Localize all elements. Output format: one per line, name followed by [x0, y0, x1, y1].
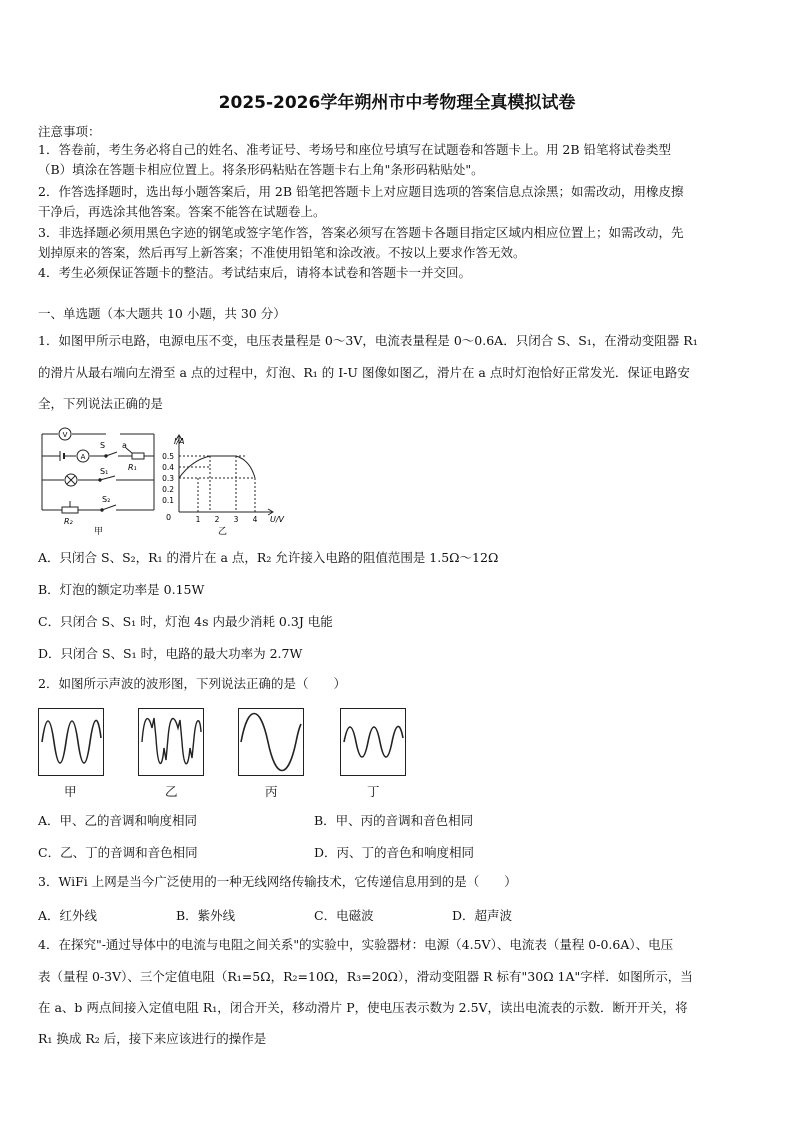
q1-stem-line: 的滑片从最右端向左滑至 a 点的过程中，灯泡、R₁ 的 I-U 图像如图乙，滑片在 a 点时灯泡恰好正常发光．保证电路安: [38, 365, 690, 380]
circuit-diagram: [36, 426, 156, 538]
y-tick: 0.5: [162, 452, 174, 461]
waveform-caption: 丙: [265, 784, 278, 799]
notice-heading: 注意事项：: [38, 124, 101, 139]
rheostat-r1-icon: [126, 448, 144, 459]
section-heading: 一、单选题（本大题共 10 小题，共 30 分）: [38, 306, 286, 321]
x-axis-label: U/V: [270, 515, 285, 524]
q4-stem-line: R₁ 换成 R₂ 后，接下来应该进行的操作是: [38, 1031, 267, 1046]
point-a-label: a: [122, 441, 127, 450]
waveform-caption: 甲: [64, 784, 77, 799]
q3-option-d: D．超声波: [452, 908, 513, 923]
q3-option-a: A．红外线: [38, 908, 98, 923]
y-axis-label: I/A: [174, 437, 185, 446]
voltmeter-icon: [59, 428, 71, 440]
bulb-curve: [179, 456, 255, 478]
switch-s-label: S: [100, 441, 106, 450]
q3-option-c: C．电磁波: [314, 908, 374, 923]
r1-label: R₁: [128, 463, 137, 472]
battery-icon: [60, 451, 64, 461]
waveform-ding: [340, 708, 406, 776]
q1-stem-line: 1．如图甲所示电路，电源电压不变，电压表量程是 0～3V，电流表量程是 0～0.6A．只闭合 S、S₁，在滑动变阻器 R₁: [38, 333, 698, 348]
notice-line: 干净后，再选涂其他答案。答案不能答在试题卷上。: [38, 204, 326, 219]
switch-s1-label: S₁: [100, 467, 109, 476]
lamp-icon: [65, 474, 77, 486]
waveform-jia: [38, 708, 104, 776]
y-tick: 0.4: [162, 463, 174, 472]
x-tick: 4: [252, 515, 258, 524]
q4-stem-line: 在 a、b 两点间接入定值电阻 R₁，闭合开关，移动滑片 P，使电压表示数为 2.5V，读出电流表的示数．断开开关，将: [38, 1000, 688, 1015]
notice-line: 3．非选择题必须用黑色字迹的钢笔或签字笔作答，答案必须写在答题卡各题目指定区域内相应位置上；如需改动，先: [38, 225, 684, 240]
rheostat-r2-icon: [62, 501, 78, 513]
q3-option-b: B．紫外线: [176, 908, 236, 923]
q1-option-a: A．只闭合 S、S₂，R₁ 的滑片在 a 点，R₂ 允许接入电路的阻值范围是 1.5Ω～12Ω: [38, 550, 499, 565]
q1-option-c: C．只闭合 S、S₁ 时，灯泡 4s 内最少消耗 0.3J 电能: [38, 614, 333, 629]
q2-option-a: A．甲、乙的音调和响度相同: [38, 813, 198, 828]
q2-option-b: B．甲、丙的音调和音色相同: [314, 813, 474, 828]
switch-s1-icon: [99, 476, 115, 481]
q2-option-c: C．乙、丁的音调和音色相同: [38, 845, 198, 860]
waveform-caption: 丁: [367, 784, 380, 799]
waveform-yi: [138, 708, 204, 776]
y-tick: 0.3: [162, 474, 174, 483]
graph-caption: 乙: [218, 527, 228, 537]
r2-label: R₂: [64, 517, 73, 526]
notice-line: 划掉原来的答案，然后再写上新答案；不准使用铅笔和涂改液。不按以上要求作答无效。: [38, 245, 526, 260]
y-tick: 0.1: [162, 496, 174, 505]
svg-text:A: A: [80, 453, 86, 461]
svg-text:V: V: [62, 431, 68, 439]
y-tick: 0.2: [162, 485, 174, 494]
q3-stem: 3．WiFi 上网是当今广泛使用的一种无线网络传输技术，它传递信息用到的是（ ）: [38, 874, 517, 889]
x-tick: 2: [214, 515, 220, 524]
q2-stem: 2．如图所示声波的波形图，下列说法正确的是（ ）: [38, 676, 346, 691]
q4-stem-line: 4．在探究"-通过导体中的电流与电阻之间关系"的实验中，实验器材：电源（4.5V）、电流表（量程 0-0.6A）、电压: [38, 937, 674, 952]
q2-option-d: D．丙、丁的音色和响度相同: [314, 845, 475, 860]
iu-graph: [152, 432, 302, 538]
page-title: 2025-2026学年朔州市中考物理全真模拟试卷: [218, 93, 576, 113]
notice-line: 1．答卷前，考生务必将自己的姓名、准考证号、考场号和座位号填写在试题卷和答题卡上。用 2B 铅笔将试卷类型: [38, 142, 672, 157]
waveform-bing: [238, 708, 304, 776]
notice-line: （B）填涂在答题卡相应位置上。将条形码粘贴在答题卡右上角"条形码粘贴处"。: [38, 162, 484, 177]
notice-line: 4．考生必须保证答题卡的整洁。考试结束后，请将本试卷和答题卡一并交回。: [38, 265, 471, 280]
notice-line: 2．作答选择题时，选出每小题答案后，用 2B 铅笔把答题卡上对应题目选项的答案信息点涂黑；如需改动，用橡皮擦: [38, 184, 684, 199]
waveform-caption: 乙: [165, 784, 178, 799]
switch-s-icon: [105, 452, 117, 457]
q1-option-b: B．灯泡的额定功率是 0.15W: [38, 582, 205, 597]
switch-s2-icon: [101, 505, 116, 511]
x-tick: 1: [195, 515, 201, 524]
circuit-caption: 甲: [94, 527, 104, 537]
q4-stem-line: 表（量程 0-3V）、三个定值电阻（R₁=5Ω，R₂=10Ω，R₃=20Ω），滑动变阻器 R 标有"30Ω 1A"字样．如图所示，当: [38, 969, 693, 984]
x-tick: 3: [233, 515, 239, 524]
q1-stem-line: 全，下列说法正确的是: [38, 396, 164, 411]
ammeter-icon: [77, 450, 89, 462]
q1-option-d: D．只闭合 S、S₁ 时，电路的最大功率为 2.7W: [38, 646, 303, 661]
origin-label: 0: [166, 513, 172, 522]
switch-s2-label: S₂: [102, 495, 111, 504]
